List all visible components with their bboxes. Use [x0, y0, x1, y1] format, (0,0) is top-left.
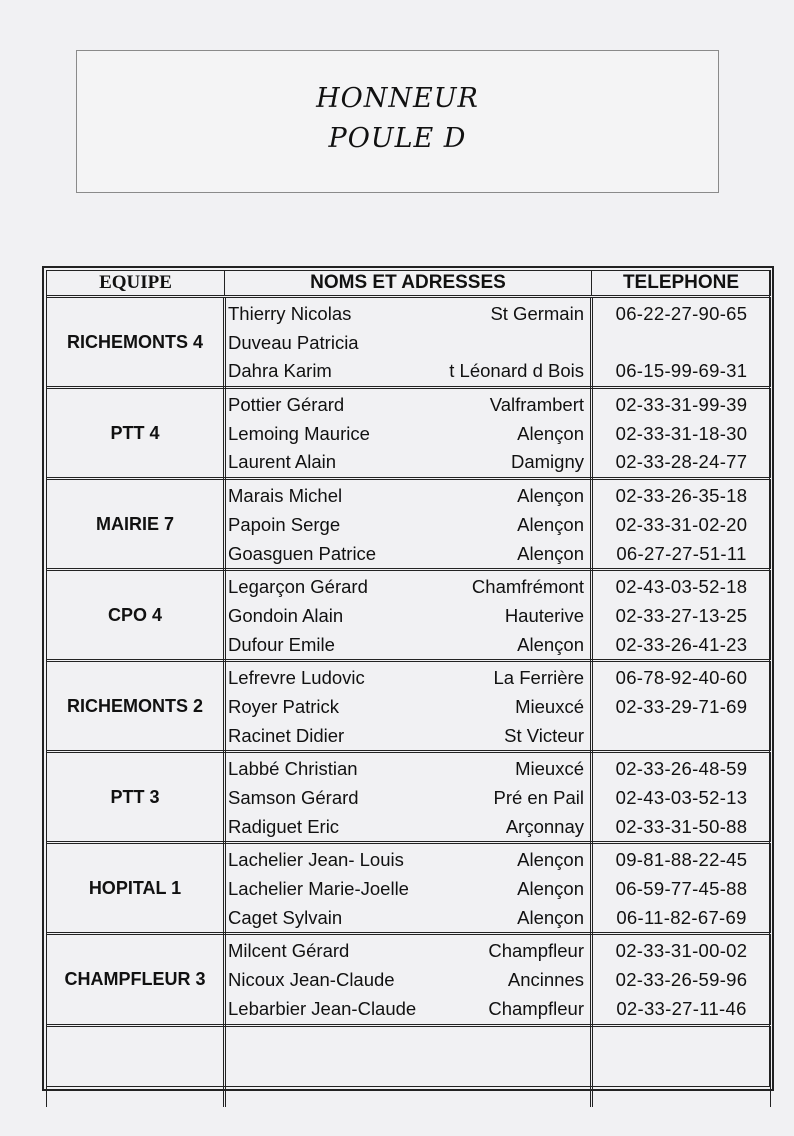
member-city: Mieuxcé	[515, 758, 584, 780]
team-name: CPO 4	[47, 570, 225, 661]
phone-number: 02-33-26-41-23	[615, 633, 748, 655]
title-box	[76, 50, 719, 193]
member-city: Arçonnay	[505, 815, 584, 837]
member-city: t Léonard d Bois	[449, 360, 584, 382]
member-city: Alençon	[517, 422, 584, 444]
member-city: Mieuxcé	[515, 695, 584, 717]
member-city: La Ferrière	[493, 667, 584, 689]
member-name: Caget Sylvain	[228, 906, 343, 928]
phone-number: 02-33-26-35-18	[615, 485, 748, 507]
member-name: Royer Patrick	[228, 695, 340, 717]
phone-number: 06-59-77-45-88	[615, 878, 748, 900]
member-name: Samson Gérard	[228, 787, 359, 808]
member-city: Alençon	[517, 906, 584, 928]
member-name: Lefrevre Ludovic	[228, 667, 365, 689]
member-name: Marais Michel	[228, 485, 343, 507]
phone-number: 02-33-31-99-39	[615, 394, 748, 416]
team-name: RICHEMONTS 4	[47, 297, 225, 388]
member-name: Radiguet Eric	[228, 815, 340, 837]
column-header-noms: NOMS ET ADRESSES	[225, 271, 592, 297]
team-name: PTT 4	[47, 388, 225, 479]
member-name: Goasguen Patrice	[228, 542, 377, 564]
member-name: Nicoux Jean-Claude	[228, 969, 395, 991]
phone-number: 02-33-26-59-96	[615, 969, 748, 991]
table-inner-frame	[46, 270, 770, 1087]
phone-number: 06-15-99-69-31	[615, 360, 748, 382]
phone-number: 02-33-31-02-20	[615, 513, 748, 535]
phone-number: 02-33-31-18-30	[615, 422, 748, 444]
phone-number: 02-33-31-00-02	[615, 940, 748, 962]
member-name: Lebarbier Jean-Claude	[228, 997, 417, 1019]
member-name: Dahra Karim	[228, 360, 332, 382]
phone-number: 02-43-03-52-18	[615, 576, 748, 598]
phone-number: 09-81-88-22-45	[615, 849, 748, 871]
member-name: Pottier Gérard	[228, 394, 345, 416]
phone-number: 06-27-27-51-11	[616, 542, 747, 564]
team-name: PTT 3	[47, 752, 225, 843]
member-name: Milcent Gérard	[228, 940, 350, 962]
phone-number: 02-33-31-50-88	[615, 815, 748, 837]
member-name: Duveau Patricia	[228, 331, 359, 353]
member-city: St Germain	[490, 303, 584, 324]
phone-number: 02-33-27-11-46	[616, 997, 747, 1019]
member-city: Alençon	[517, 485, 584, 507]
title-line-2: POULE D	[328, 123, 467, 154]
phone-number: 02-33-28-24-77	[615, 451, 748, 473]
member-city: St Victeur	[504, 724, 584, 746]
member-name: Racinet Didier	[228, 724, 345, 746]
member-name: Lachelier Marie-Joelle	[228, 878, 409, 900]
column-header-equipe: EQUIPE	[47, 271, 225, 297]
team-name: CHAMPFLEUR 3	[47, 934, 225, 1025]
member-name: Labbé Christian	[228, 758, 358, 780]
team-name: RICHEMONTS 2	[47, 661, 225, 752]
member-city: Hauterive	[504, 604, 584, 626]
member-name: Legarçon Gérard	[228, 576, 368, 598]
member-city: Damigny	[511, 451, 584, 473]
phone-number: 02-33-26-48-59	[615, 758, 748, 780]
member-city: Pré en Pail	[493, 787, 584, 808]
member-name: Gondoin Alain	[228, 604, 344, 626]
team-name: HOPITAL 1	[47, 843, 225, 934]
column-header-telephone: TELEPHONE	[592, 271, 771, 297]
phone-number: 02-43-03-52-13	[615, 787, 748, 808]
member-city: Chamfrémont	[471, 576, 584, 598]
member-name: Lemoing Maurice	[228, 422, 370, 444]
member-city: Valframbert	[489, 394, 584, 416]
member-name: Thierry Nicolas	[228, 303, 352, 324]
phone-number: 06-11-82-67-69	[616, 906, 747, 928]
member-city: Alençon	[517, 513, 584, 535]
member-city: Alençon	[517, 633, 584, 655]
member-name: Dufour Emile	[228, 633, 335, 655]
team-name: MAIRIE 7	[47, 479, 225, 570]
member-city: Alençon	[517, 542, 584, 564]
phone-number: 02-33-27-13-25	[615, 604, 748, 626]
member-name: Papoin Serge	[228, 513, 341, 535]
phone-number: 06-22-27-90-65	[615, 303, 748, 324]
member-name: Laurent Alain	[228, 451, 337, 473]
member-city: Alençon	[517, 849, 584, 871]
member-city: Ancinnes	[507, 969, 584, 991]
phone-number: 02-33-29-71-69	[615, 695, 748, 717]
member-name: Lachelier Jean- Louis	[228, 849, 404, 871]
member-city: Champfleur	[488, 997, 584, 1019]
member-city: Alençon	[517, 878, 584, 900]
member-city: Champfleur	[488, 940, 584, 962]
phone-number: 06-78-92-40-60	[615, 667, 748, 689]
title-line-1: HONNEUR	[316, 83, 479, 114]
